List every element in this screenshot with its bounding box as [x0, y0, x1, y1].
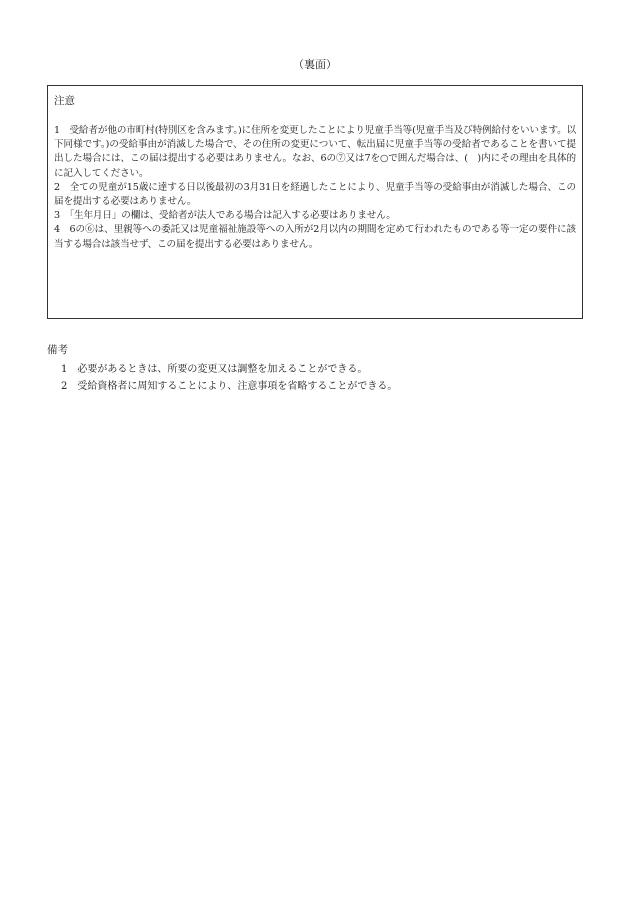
note-item-3: 3 「生年月日」の欄は、受給者が法人である場合は記入する必要はありません。	[54, 210, 396, 222]
note-item-4: 4 6の⑥は、里親等への委託又は児童福祉施設等への入所が2月以内の期間を定めて行われたものである等一定の要件に該当する場合は該当せず、この届を提出する必要はありません。	[54, 224, 576, 250]
remark-item-2: 2 受給資格者に周知することにより、注意事項を省略することができる。	[61, 381, 398, 392]
note-item-2: 2 全ての児童が15歳に達する日以後最初の3月31日を経過したことにより、児童手当等の受給事由が消滅した場合、この届を提出する必要はありません。	[54, 181, 576, 208]
notes-title: 注意	[54, 95, 75, 107]
remark-item-1: 1 必要があるときは、所要の変更又は調整を加えることができる。	[61, 364, 368, 375]
notes-box	[47, 85, 583, 319]
page-heading: （裏面）	[293, 58, 337, 71]
remarks-list	[61, 361, 581, 395]
note-item-1: 1 受給者が他の市町村(特別区を含みます。)に住所を変更したことにより児童手当等(児童手当及び特例給付をいいます。以下同様です。)の受給事由が消滅した場合で、その住所の変更について、転出届に児童手当等の受給者であることを書いて提出した場合には、この届は提出する必要はありません。なお、6の⑦又は7を○で囲んだ場合は、( )内にその理由を具体的に記入してください。	[54, 125, 576, 179]
remarks-title: 備考	[47, 344, 68, 356]
